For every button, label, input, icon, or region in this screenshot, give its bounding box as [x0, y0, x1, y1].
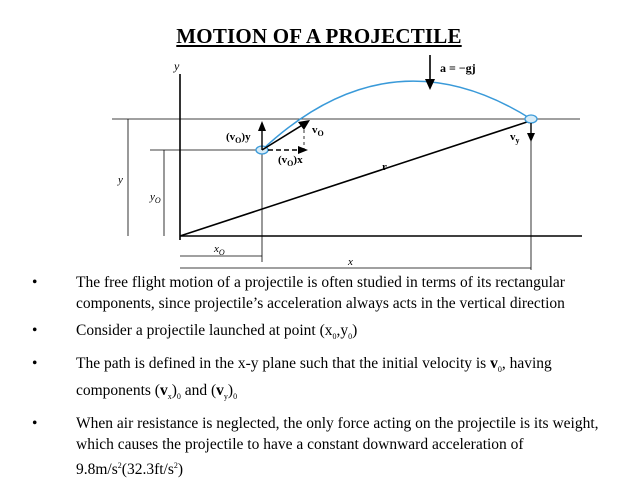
bullet-text: Consider a projectile launched at point $(x_0,y_0)$: [76, 322, 358, 342]
label-v0: $v_O$: [312, 124, 324, 138]
bullet-text: The path is defined in the x-y plane such that the initial velocity is $v_0$, having components $(v_x)_0$ and $(v_y)_0$: [76, 355, 552, 402]
label-x0: $x_O$: [214, 243, 225, 257]
bullet-list: [32, 272, 612, 486]
bullet-dot: •: [32, 322, 38, 339]
projectile-point: [525, 115, 537, 123]
bullet-text: The free flight motion of a projectile is often studied in terms of its rectangular components, since projectile’s acceleration always acts in the vertical direction: [76, 274, 565, 312]
label-vy: $v_y$: [510, 131, 520, 145]
v0x-arrowhead: [298, 146, 308, 154]
y-axis-label: y: [174, 59, 180, 73]
label-accel: a = −gj: [440, 61, 476, 75]
label-r: r: [382, 161, 387, 173]
bullet-item: [32, 353, 612, 407]
label-y: y: [118, 174, 123, 186]
trajectory-curve: [262, 81, 531, 150]
label-v0x: $(v_O)x$: [278, 154, 303, 168]
bullet-item: [32, 413, 612, 480]
bullet-dot: •: [32, 274, 38, 291]
label-x: x: [348, 256, 353, 268]
label-v0y: $(v_O)y$: [226, 131, 251, 145]
bullet-item: [32, 320, 612, 347]
bullet-dot: •: [32, 415, 38, 433]
accel-arrowhead: [425, 79, 435, 90]
label-y0: $y_O$: [150, 191, 161, 205]
bullet-item: [32, 272, 612, 314]
bullet-text: When air resistance is neglected, the only force acting on the projectile is its weight, which causes the projectile to have a constant downward acceleration of $9.8m/s^2(32.3ft/s^2)$: [76, 415, 599, 479]
v0-vector: [262, 124, 304, 150]
v0y-arrowhead: [258, 121, 266, 131]
bullet-dot: •: [32, 355, 38, 373]
vy-arrowhead: [527, 133, 535, 142]
page-title: MOTION OF A PROJECTILE: [176, 24, 462, 48]
